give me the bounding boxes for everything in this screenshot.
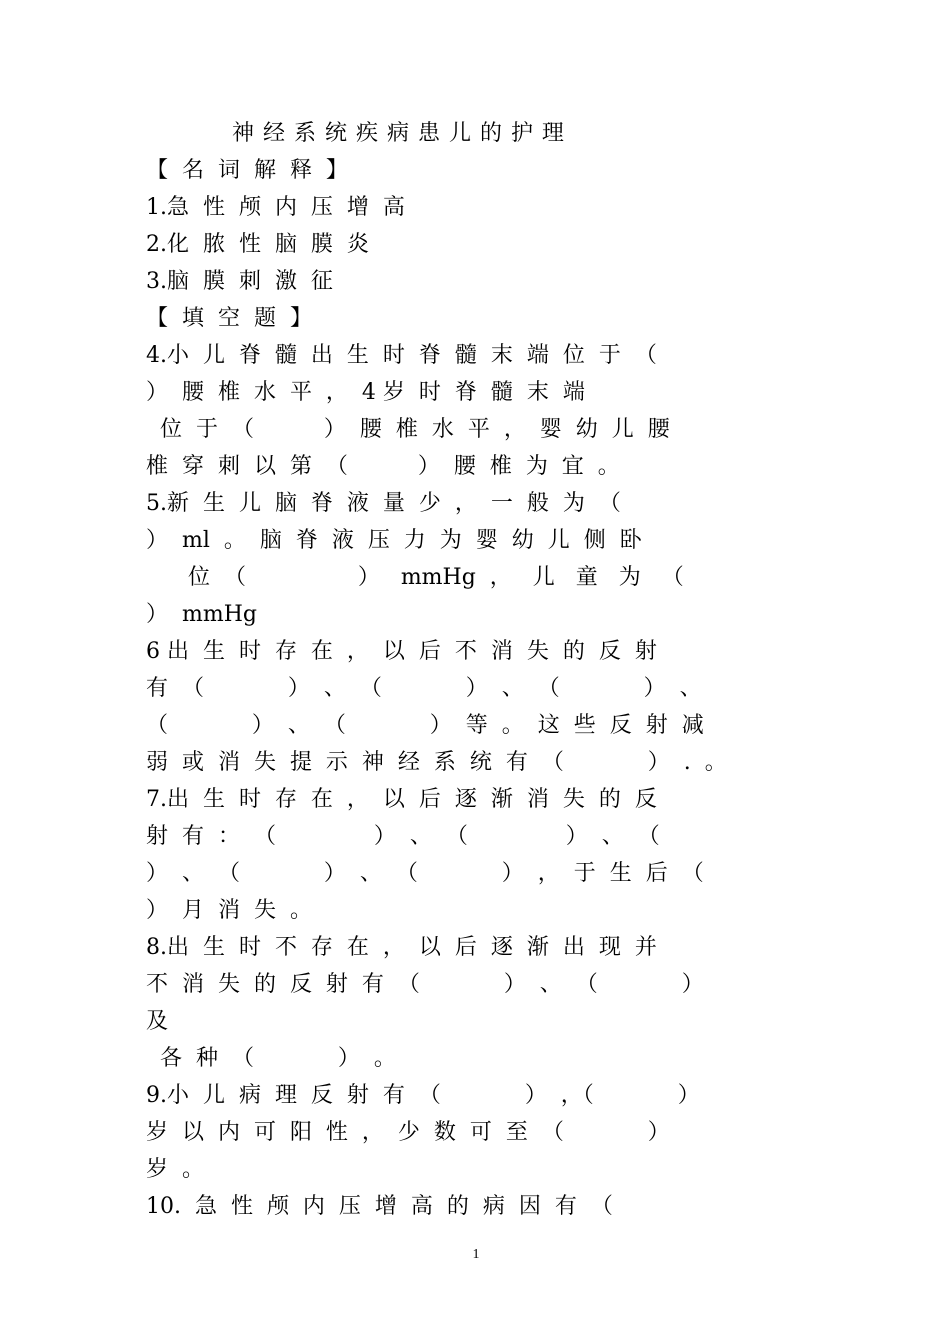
question-line: ） 、 （ ） 、 （ ） ， 于 生 后 （ xyxy=(146,861,704,886)
question-line: 位 于 （ ） 腰 椎 水 平 ， 婴 幼 儿 腰 xyxy=(146,417,670,442)
document-title: 神 经 系 统 疾 病 患 儿 的 护 理 xyxy=(232,121,565,146)
page-number: 1 xyxy=(472,1247,480,1262)
question-line: 5.新 生 儿 脑 脊 液 量 少 ， 一 般 为 （ xyxy=(146,491,621,516)
section-heading-fill-blank: 【 填 空 题 】 xyxy=(146,306,312,331)
question-line: 6 出 生 时 存 在 ， 以 后 不 消 失 的 反 射 xyxy=(146,639,657,664)
question-line: 各 种 （ ） 。 xyxy=(146,1046,396,1071)
question-line: 9.小 儿 病 理 反 射 有 （ ） ，（ ） xyxy=(146,1083,700,1108)
question-line: ） 腰 椎 水 平 ， 4 岁 时 脊 髓 末 端 xyxy=(146,380,585,405)
question-line: 有 （ ） 、 （ ） 、 （ ） 、 xyxy=(146,676,702,701)
question-line: 3.脑 膜 刺 激 征 xyxy=(146,269,333,294)
question-line: 位 （ ） mmHg ， 儿 童 为 （ xyxy=(146,565,684,590)
question-line: 8.出 生 时 不 存 在 ， 以 后 逐 渐 出 现 并 xyxy=(146,935,657,960)
question-line: 1.急 性 颅 内 压 增 高 xyxy=(146,195,405,220)
question-line: 2.化 脓 性 脑 膜 炎 xyxy=(146,232,369,257)
section-heading-definitions: 【 名 词 解 释 】 xyxy=(146,158,348,183)
question-line: ） mmHg xyxy=(146,602,257,627)
question-line: 7.出 生 时 存 在 ， 以 后 逐 渐 消 失 的 反 xyxy=(146,787,657,812)
question-line: 10. 急 性 颅 内 压 增 高 的 病 因 有 （ xyxy=(146,1194,613,1219)
question-line: ） 月 消 失 。 xyxy=(146,898,312,923)
question-line: 不 消 失 的 反 射 有 （ ） 、 （ ） xyxy=(146,972,704,997)
question-line: 及 xyxy=(146,1009,169,1034)
question-line: 岁 以 内 可 阳 性 ， 少 数 可 至 （ ） xyxy=(146,1120,670,1145)
question-line: 4.小 儿 脊 髓 出 生 时 脊 髓 末 端 位 于 （ xyxy=(146,343,657,368)
question-line: ） ml 。 脑 脊 液 压 力 为 婴 幼 儿 侧 卧 xyxy=(146,528,642,553)
question-line: 岁 。 xyxy=(146,1157,204,1182)
question-line: 椎 穿 刺 以 第 （ ） 腰 椎 为 宜 。 xyxy=(146,454,620,479)
question-line: 弱 或 消 失 提 示 神 经 系 统 有 （ ） . 。 xyxy=(146,750,727,775)
question-line: （ ） 、 （ ） 等 。 这 些 反 射 减 xyxy=(146,713,704,738)
question-line: 射 有 ： （ ） 、 （ ） 、 （ xyxy=(146,824,660,849)
